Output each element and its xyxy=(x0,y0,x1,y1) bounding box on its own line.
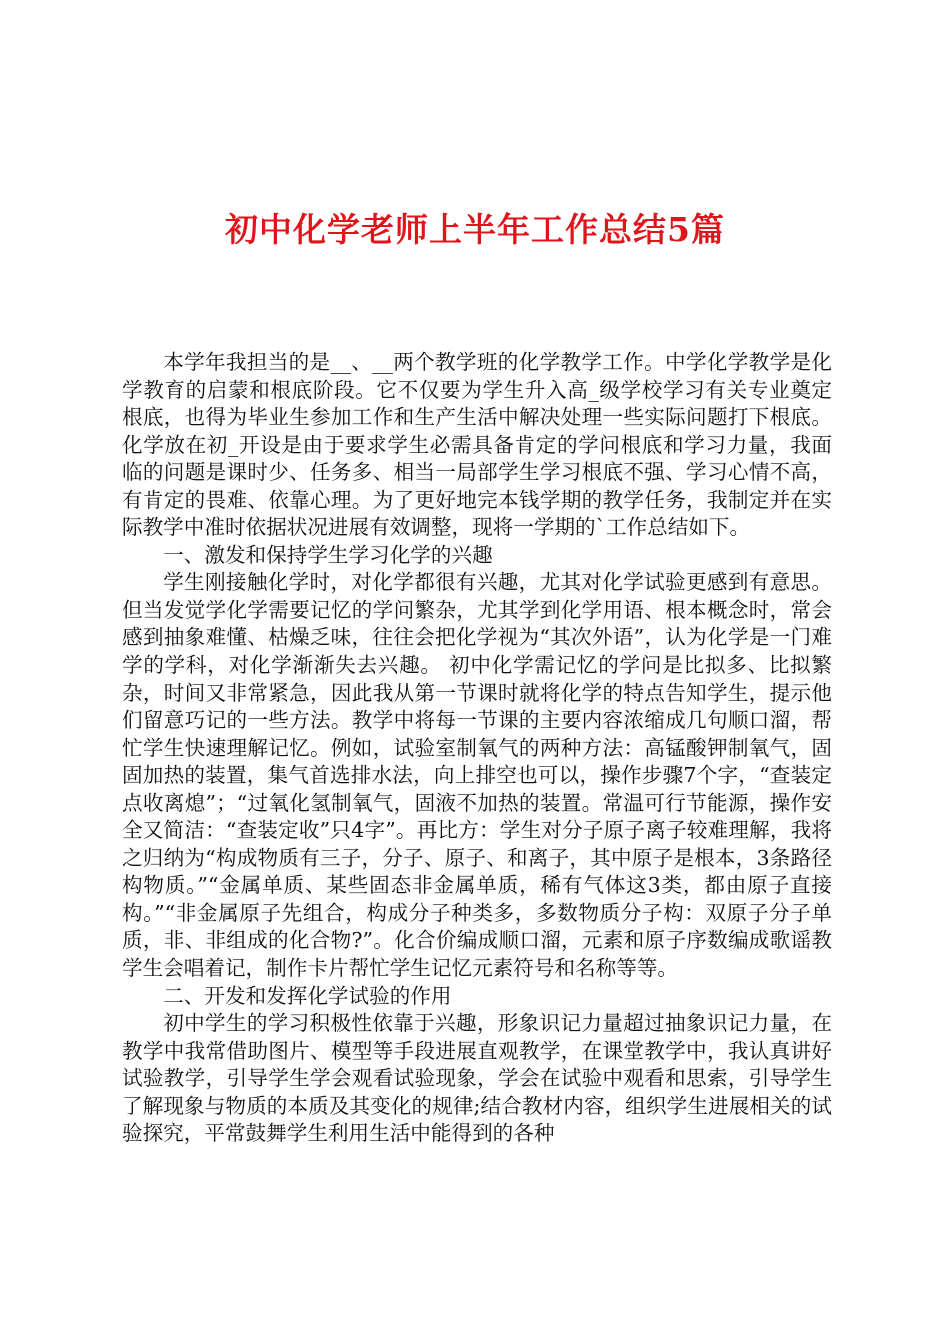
section-heading-1: 一、激发和保持学生学习化学的兴趣 xyxy=(163,542,493,567)
section-2-paragraph: 初中学生的学习积极性依靠于兴趣，形象识记力量超过抽象识记力量，在教学中我常借助图片、模型等手段进展直观教学，在课堂教学中，我认真讲好试验教学，引导学生学会观看试验现象，学会在试验中观看和思索，引导学生了解现象与物质的本质及其变化的规律;结合教材内容，组织学生进展相关的试验探究，平常鼓舞学生利用生活中能得到的各种 xyxy=(122,1011,832,1146)
document-body xyxy=(122,349,832,1148)
document-title: 初中化学老师上半年工作总结5篇 xyxy=(225,210,725,249)
intro-paragraph: 本学年我担当的是__、__两个教学班的化学教学工作。中学化学教学是化学教育的启蒙和根底阶段。它不仅要为学生升入高_级学校学习有关专业奠定根底，也得为毕业生参加工作和生产生活中解决处理一些实际问题打下根底。化学放在初_开设是由于要求学生必需具备肯定的学问根底和学习力量，我面临的问题是课时少、任务多、相当一局部学生学习根底不强、学习心情不高，有肯定的畏难、依靠心理。为了更好地完本钱学期的教学任务，我制定并在实际教学中准时依据状况进展有效调整，现将一学期的`工作总结如下。 xyxy=(122,350,832,540)
section-heading-2: 二、开发和发挥化学试验的作用 xyxy=(163,983,452,1008)
section-1-paragraph: 学生刚接触化学时，对化学都很有兴趣，尤其对化学试验更感到有意思。但当发觉学化学需要记忆的学问繁杂，尤其学到化学用语、根本概念时，常会感到抽象难懂、枯燥乏味，往往会把化学视为“其次外语”，认为化学是一门难学的学科，对化学渐渐失去兴趣。 初中化学需记忆的学问是比拟多、比拟繁杂，时间又非常紧急，因此我从第一节课时就将化学的特点告知学生，提示他们留意巧记的一些方法。教学中将每一节课的主要内容浓缩成几句顺口溜，帮忙学生快速理解记忆。例如，试验室制氧气的两种方法：高锰酸钾制氧气，固固加热的装置，集气首选排水法，向上排空也可以，操作步骤7个字，“查装定点收离熄”；“过氧化氢制氧气，固液不加热的装置。常温可行节能源，操作安全又简洁：“查装定收”只4字”。再比方：学生对分子原子离子较难理解，我将之归纳为“构成物质有三子，分子、原子、和离子，其中原子是根本，3条路径构物质。”“金属单质、某些固态非金属单质，稀有气体这3类，都由原子直接构。”“非金属原子先组合，构成分子种类多，多数物质分子构：双原子分子单质，非、非组成的化合物?”。化合价编成顺口溜，元素和原子序数编成歌谣教学生会唱着记，制作卡片帮忙学生记忆元素符号和名称等等。 xyxy=(122,570,832,981)
